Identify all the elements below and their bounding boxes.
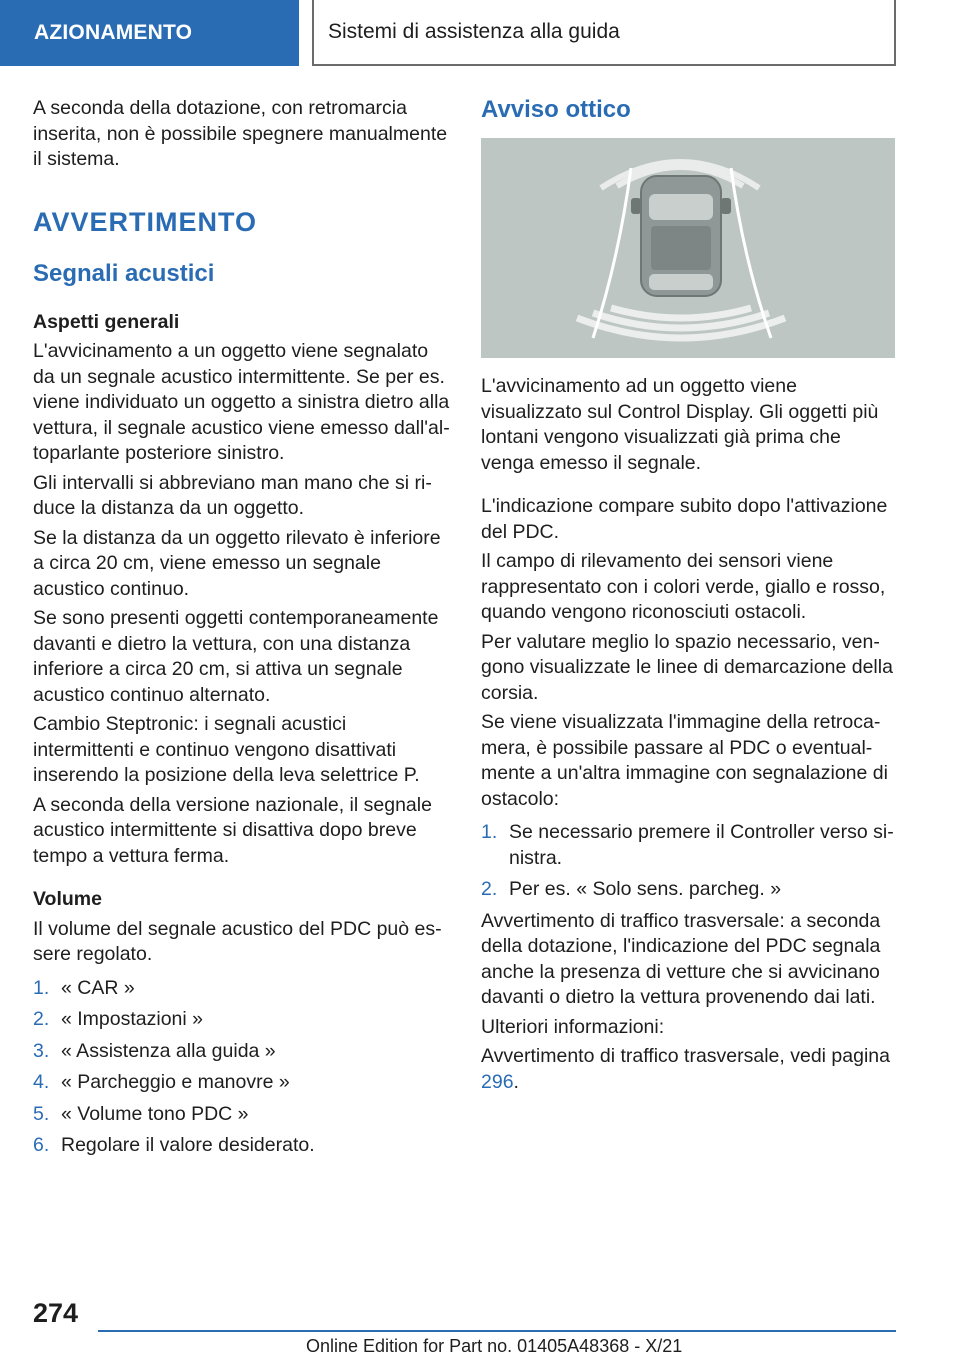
step-text: « CAR » — [61, 976, 135, 999]
step-text: « Impostazioni » — [61, 1008, 203, 1030]
paragraph: Se viene visualizzata l'immagine della retrocamera, è possibile passare al PDC o eventualmente a un'altra immagine con segnalazione di ostacolo: — [481, 711, 888, 810]
left-column — [33, 96, 451, 1165]
link-prefix: Avvertimento di traffico trasversale, vedi pagina — [481, 1045, 890, 1067]
subheading-volume: Volume — [33, 888, 102, 910]
step-number: 2. — [481, 878, 498, 900]
section-heading-acoustic: Segnali acustici — [33, 259, 215, 287]
footer-edition: Online Edition for Part no. 01405A48368 - X/21 — [306, 1336, 683, 1356]
link-suffix: . — [513, 1070, 519, 1093]
right-column — [481, 96, 899, 1099]
paragraph: Per valutare meglio lo spazio necessario, vengono visualizzate le linee di demarcazione della corsia. — [481, 630, 893, 704]
paragraph: Il campo di rilevamento dei sensori viene rappresentato con i colori verde, giallo e rosso, quando vengono riconosciuti ostacoli. — [481, 550, 886, 623]
section-title: AZIONAMENTO — [34, 21, 193, 44]
step-text: Regolare il valore desiderato. — [61, 1134, 315, 1156]
section-heading-visual: Avviso ottico — [481, 96, 631, 123]
step-number: 4. — [33, 1071, 50, 1093]
volume-steps-list — [33, 976, 451, 1159]
page-number: 274 — [33, 1298, 79, 1328]
paragraph: Cambio Steptronic: i segnali acustici intermittenti e continuo vengono disattivati inserendo la posizione della leva selettrice P. — [33, 713, 420, 786]
warning-title: AVVERTIMENTO — [33, 206, 258, 237]
paragraph: Gli intervalli si abbreviano man mano che si riduce la distanza da un oggetto. — [33, 471, 432, 519]
step-number: 2. — [33, 1008, 50, 1030]
list-item — [33, 976, 451, 1002]
paragraph: A seconda della versione nazionale, il segnale acustico intermittente si disattiva dopo breve tempo a vettura ferma. — [33, 793, 432, 867]
chapter-header — [312, 0, 896, 66]
list-item — [481, 820, 899, 871]
step-number: 3. — [33, 1039, 50, 1062]
paragraph: Se la distanza da un oggetto rilevato è inferiore a circa 20 cm, viene emesso un segnale acustico continuo. — [33, 526, 441, 600]
step-number: 5. — [33, 1102, 50, 1125]
subheading-general: Aspetti generali — [33, 310, 180, 333]
step-text: « Parcheggio e manovre » — [61, 1071, 290, 1093]
step-number: 6. — [33, 1134, 50, 1156]
paragraph: Il volume del segnale acustico del PDC può essere regolato. — [33, 917, 442, 965]
list-item — [33, 1102, 451, 1128]
pdc-display-illustration — [481, 138, 895, 358]
step-number: 1. — [33, 976, 50, 999]
step-number: 1. — [481, 821, 498, 843]
step-text: « Assistenza alla guida » — [61, 1039, 276, 1062]
page-link[interactable]: 296 — [481, 1070, 514, 1093]
paragraph: Avvertimento di traffico trasversale: a seconda della dotazione, l'indicazione del PDC segnala anche la presenza di vetture che si avvicinano davanti o dietro la vettura provenendo dai lati. — [481, 909, 881, 1008]
list-item — [33, 1070, 451, 1096]
list-item — [33, 1007, 451, 1033]
list-item — [481, 877, 899, 903]
display-steps-list — [481, 820, 899, 903]
paragraph: L'indicazione compare subito dopo l'attivazione del PDC. — [481, 495, 888, 543]
list-item — [33, 1133, 451, 1159]
chapter-title: Sistemi di assistenza alla guida — [328, 20, 620, 43]
list-item — [33, 1039, 451, 1065]
step-text: « Volume tono PDC » — [61, 1102, 249, 1125]
step-text: Per es. « Solo sens. parcheg. » — [509, 878, 782, 900]
paragraph: Se sono presenti oggetti contemporaneamente davanti e dietro la vettura, con una distanza inferiore a circa 20 cm, si attiva un segnale acustico continuo alternato. — [33, 607, 439, 706]
step-text: Se necessario premere il Controller verso sinistra. — [509, 821, 894, 869]
section-tab — [0, 0, 299, 66]
paragraph: L'avvicinamento ad un oggetto viene visualizzato sul Control Display. Gli oggetti più lontani vengono visualizzati già prima che venga emesso il segnale. — [481, 375, 879, 474]
footer-divider — [98, 1330, 896, 1332]
paragraph-with-link — [481, 1044, 899, 1095]
intro-paragraph: A seconda della dotazione, con retromarcia inserita, non è possibile spegnere manualmente il sistema. — [33, 97, 448, 170]
paragraph: L'avvicinamento a un oggetto viene segnalato da un segnale acustico intermittente. Se per es. viene individuato un oggetto a sinistra dietro alla vettura, il segnale acustico viene emesso dall'altoparlante posteriore sinistro. — [33, 340, 450, 464]
paragraph: Ulteriori informazioni: — [481, 1015, 665, 1038]
